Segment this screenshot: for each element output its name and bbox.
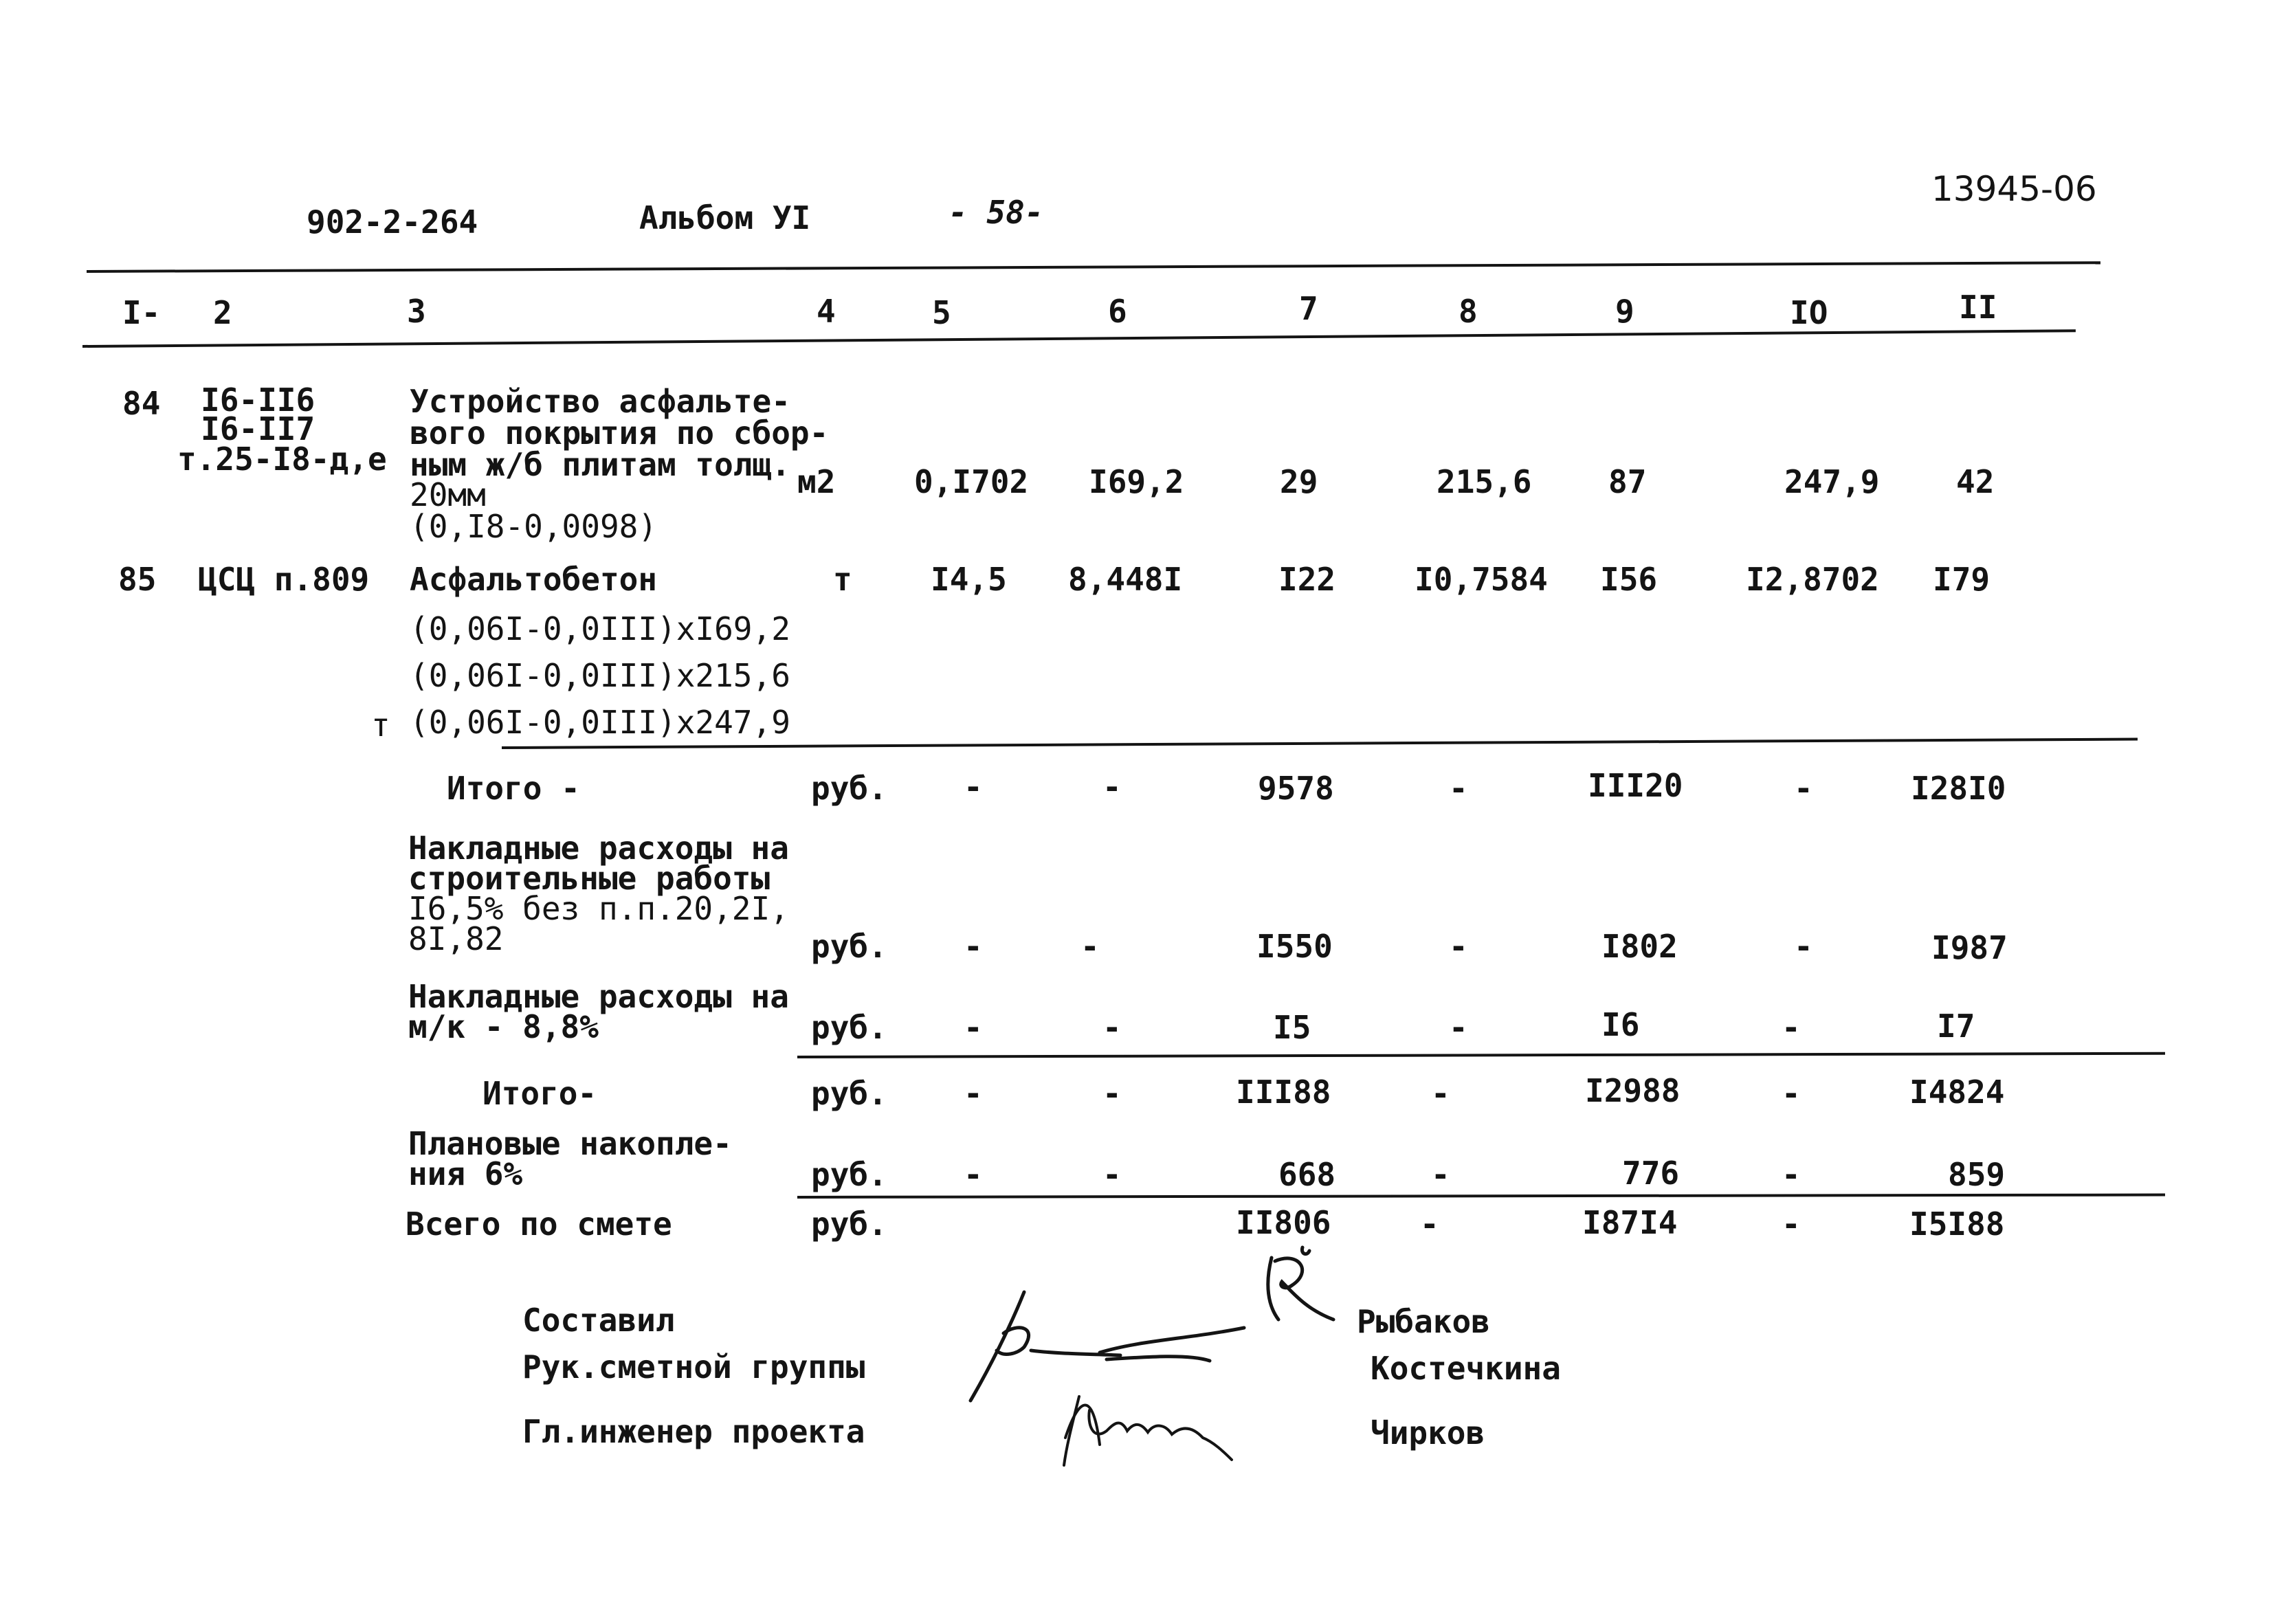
itogo2-rule [797, 1052, 2165, 1058]
row85-number: 85 [118, 561, 157, 598]
row84-number: 84 [122, 385, 161, 422]
overhead2-unit: руб. [811, 1009, 887, 1046]
col-header-10: IO [1790, 294, 1828, 331]
archive-number: 13945-06 [1931, 169, 2097, 209]
itogo1-col8: - [1449, 770, 1468, 807]
itogo1-col5: - [964, 768, 983, 805]
overhead2-label-2: м/к - 8,8% [408, 1008, 599, 1045]
itogo1-col7: 9578 [1258, 770, 1334, 807]
row85-qty: I4,5 [931, 561, 1007, 598]
overhead1-col7: I550 [1256, 928, 1333, 965]
row84-code-2: I6-II7 [201, 410, 315, 447]
album-label: Альбом УI [639, 199, 811, 236]
overhead1-col10: - [1794, 928, 1813, 965]
overhead1-label-3: I6,5% без п.п.20,2I, [408, 890, 789, 927]
row85-desc: Асфальтобетон [410, 561, 658, 598]
estimate-group-head-label: Рук.сметной группы [522, 1348, 865, 1386]
compiled-by-name: Рыбаков [1357, 1303, 1490, 1340]
row84-col6: I69,2 [1089, 463, 1184, 500]
planned-savings-col9: 776 [1622, 1155, 1680, 1192]
planned-savings-col11: 859 [1948, 1156, 2006, 1193]
row84-desc-1: Устройство асфальте- [410, 383, 790, 420]
total-rule [797, 1194, 2165, 1199]
overhead2-col8: - [1449, 1009, 1468, 1046]
estimate-group-head-name: Костечкина [1371, 1350, 1561, 1387]
overhead2-col10: - [1782, 1009, 1801, 1046]
row85-calc-3: (0,06I-0,0III)x247,9 [410, 704, 790, 741]
overhead1-col9: I802 [1601, 928, 1678, 965]
chief-engineer-label: Гл.инженер проекта [522, 1413, 865, 1450]
itogo1-unit: руб. [811, 770, 887, 807]
itogo2-col11: I4824 [1909, 1074, 2005, 1111]
row85-code: ЦСЦ п.809 [198, 561, 370, 598]
itogo1-col9: III20 [1588, 767, 1683, 804]
top-rule [87, 261, 2100, 273]
row84-unit: м2 [797, 463, 836, 500]
row84-desc-5: (0,I8-0,0098) [410, 508, 658, 545]
row84-col11: 42 [1956, 463, 1995, 500]
itogo1-label: Итого - [447, 770, 580, 807]
row84-col9: 87 [1608, 463, 1647, 500]
compiler-signature [1251, 1244, 1347, 1333]
overhead1-label-1: Накладные расходы на [408, 830, 789, 867]
itogo2-label: Итого- [483, 1075, 597, 1112]
col-header-5: 5 [932, 294, 951, 331]
row85-calc-2: (0,06I-0,0III)x215,6 [410, 657, 790, 694]
total-label: Всего по смете [406, 1205, 672, 1243]
itogo2-col7: III88 [1236, 1074, 1331, 1111]
planned-savings-col6: - [1102, 1156, 1122, 1193]
overhead1-col8: - [1449, 928, 1468, 965]
row84-desc-2: вого покрытия по сбор- [410, 414, 829, 452]
row85-col9: I56 [1600, 561, 1658, 598]
col-header-4: 4 [817, 293, 836, 330]
row84-qty: 0,I702 [914, 463, 1029, 500]
itogo2-unit: руб. [811, 1075, 887, 1112]
total-col11: I5I88 [1909, 1205, 2005, 1243]
row84-code-1: I6-II6 [201, 381, 315, 419]
row84-col10: 247,9 [1784, 463, 1880, 500]
overhead1-col5: - [964, 928, 983, 965]
chief-engineer-signature [1052, 1383, 1258, 1472]
overhead1-col6: - [1080, 928, 1100, 965]
planned-savings-col10: - [1782, 1156, 1801, 1193]
col-header-9: 9 [1615, 293, 1634, 330]
row84-col7: 29 [1280, 463, 1318, 500]
row84-desc-3: ным ж/б плитам толщ. [410, 446, 790, 483]
document-code: 902-2-264 [307, 203, 478, 241]
col-header-3: 3 [407, 293, 426, 330]
planned-savings-col7: 668 [1278, 1156, 1336, 1193]
itogo2-col10: - [1782, 1075, 1801, 1112]
planned-savings-col5: - [964, 1156, 983, 1193]
total-col7: II806 [1236, 1204, 1331, 1241]
col-header-1: I- [122, 294, 161, 331]
header-bottom-rule [82, 329, 2076, 348]
overhead2-col6: - [1102, 1009, 1122, 1046]
row84-code-3: т.25-I8-д,е [177, 441, 387, 478]
total-col10: - [1782, 1205, 1801, 1243]
row85-col11: I79 [1933, 561, 1991, 598]
itogo1-col6: - [1102, 768, 1122, 805]
row85-col7: I22 [1278, 561, 1336, 598]
row85-col8: I0,7584 [1415, 561, 1548, 598]
col-header-2: 2 [213, 294, 232, 331]
row85-col6: 8,448I [1068, 561, 1183, 598]
overhead1-label-4: 8I,82 [408, 920, 504, 957]
overhead1-unit: руб. [811, 928, 887, 965]
row85-unit: т [833, 561, 852, 598]
page-number: - 58- [949, 194, 1044, 231]
row84-desc-4: 20мм [410, 476, 486, 513]
overhead2-label-1: Накладные расходы на [408, 978, 789, 1015]
col-header-8: 8 [1459, 293, 1478, 330]
col-header-7: 7 [1299, 290, 1318, 327]
overhead2-col9: I6 [1601, 1006, 1640, 1043]
row85-calc-1: (0,06I-0,0III)xI69,2 [410, 610, 790, 647]
row84-col8: 215,6 [1437, 463, 1532, 500]
overhead1-col11: I987 [1931, 929, 2008, 966]
chief-engineer-name: Чирков [1371, 1414, 1485, 1451]
overhead2-col11: I7 [1937, 1008, 1975, 1045]
planned-savings-unit: руб. [811, 1156, 887, 1193]
overhead2-col7: I5 [1273, 1009, 1311, 1046]
compiled-by-label: Составил [522, 1302, 675, 1339]
planned-savings-label-2: ния 6% [408, 1155, 523, 1192]
itogo2-col6: - [1102, 1075, 1122, 1112]
total-col9: I87I4 [1582, 1204, 1678, 1241]
overhead1-label-2: строительные работы [408, 860, 770, 897]
planned-savings-col8: - [1431, 1156, 1450, 1193]
planned-savings-label-1: Плановые накопле- [408, 1125, 732, 1162]
total-col8: - [1420, 1205, 1439, 1243]
itogo2-col5: - [964, 1075, 983, 1112]
total-unit: руб. [811, 1205, 887, 1243]
itogo1-col10: - [1794, 770, 1813, 807]
overhead2-col5: - [964, 1009, 983, 1046]
itogo2-col8: - [1431, 1075, 1450, 1112]
row85-calc-unit: т [371, 707, 390, 744]
col-header-11: II [1959, 289, 1997, 326]
itogo2-col9: I2988 [1585, 1072, 1681, 1109]
row85-col10: I2,8702 [1746, 561, 1879, 598]
col-header-6: 6 [1108, 293, 1127, 330]
itogo1-col11: I28I0 [1911, 770, 2006, 807]
